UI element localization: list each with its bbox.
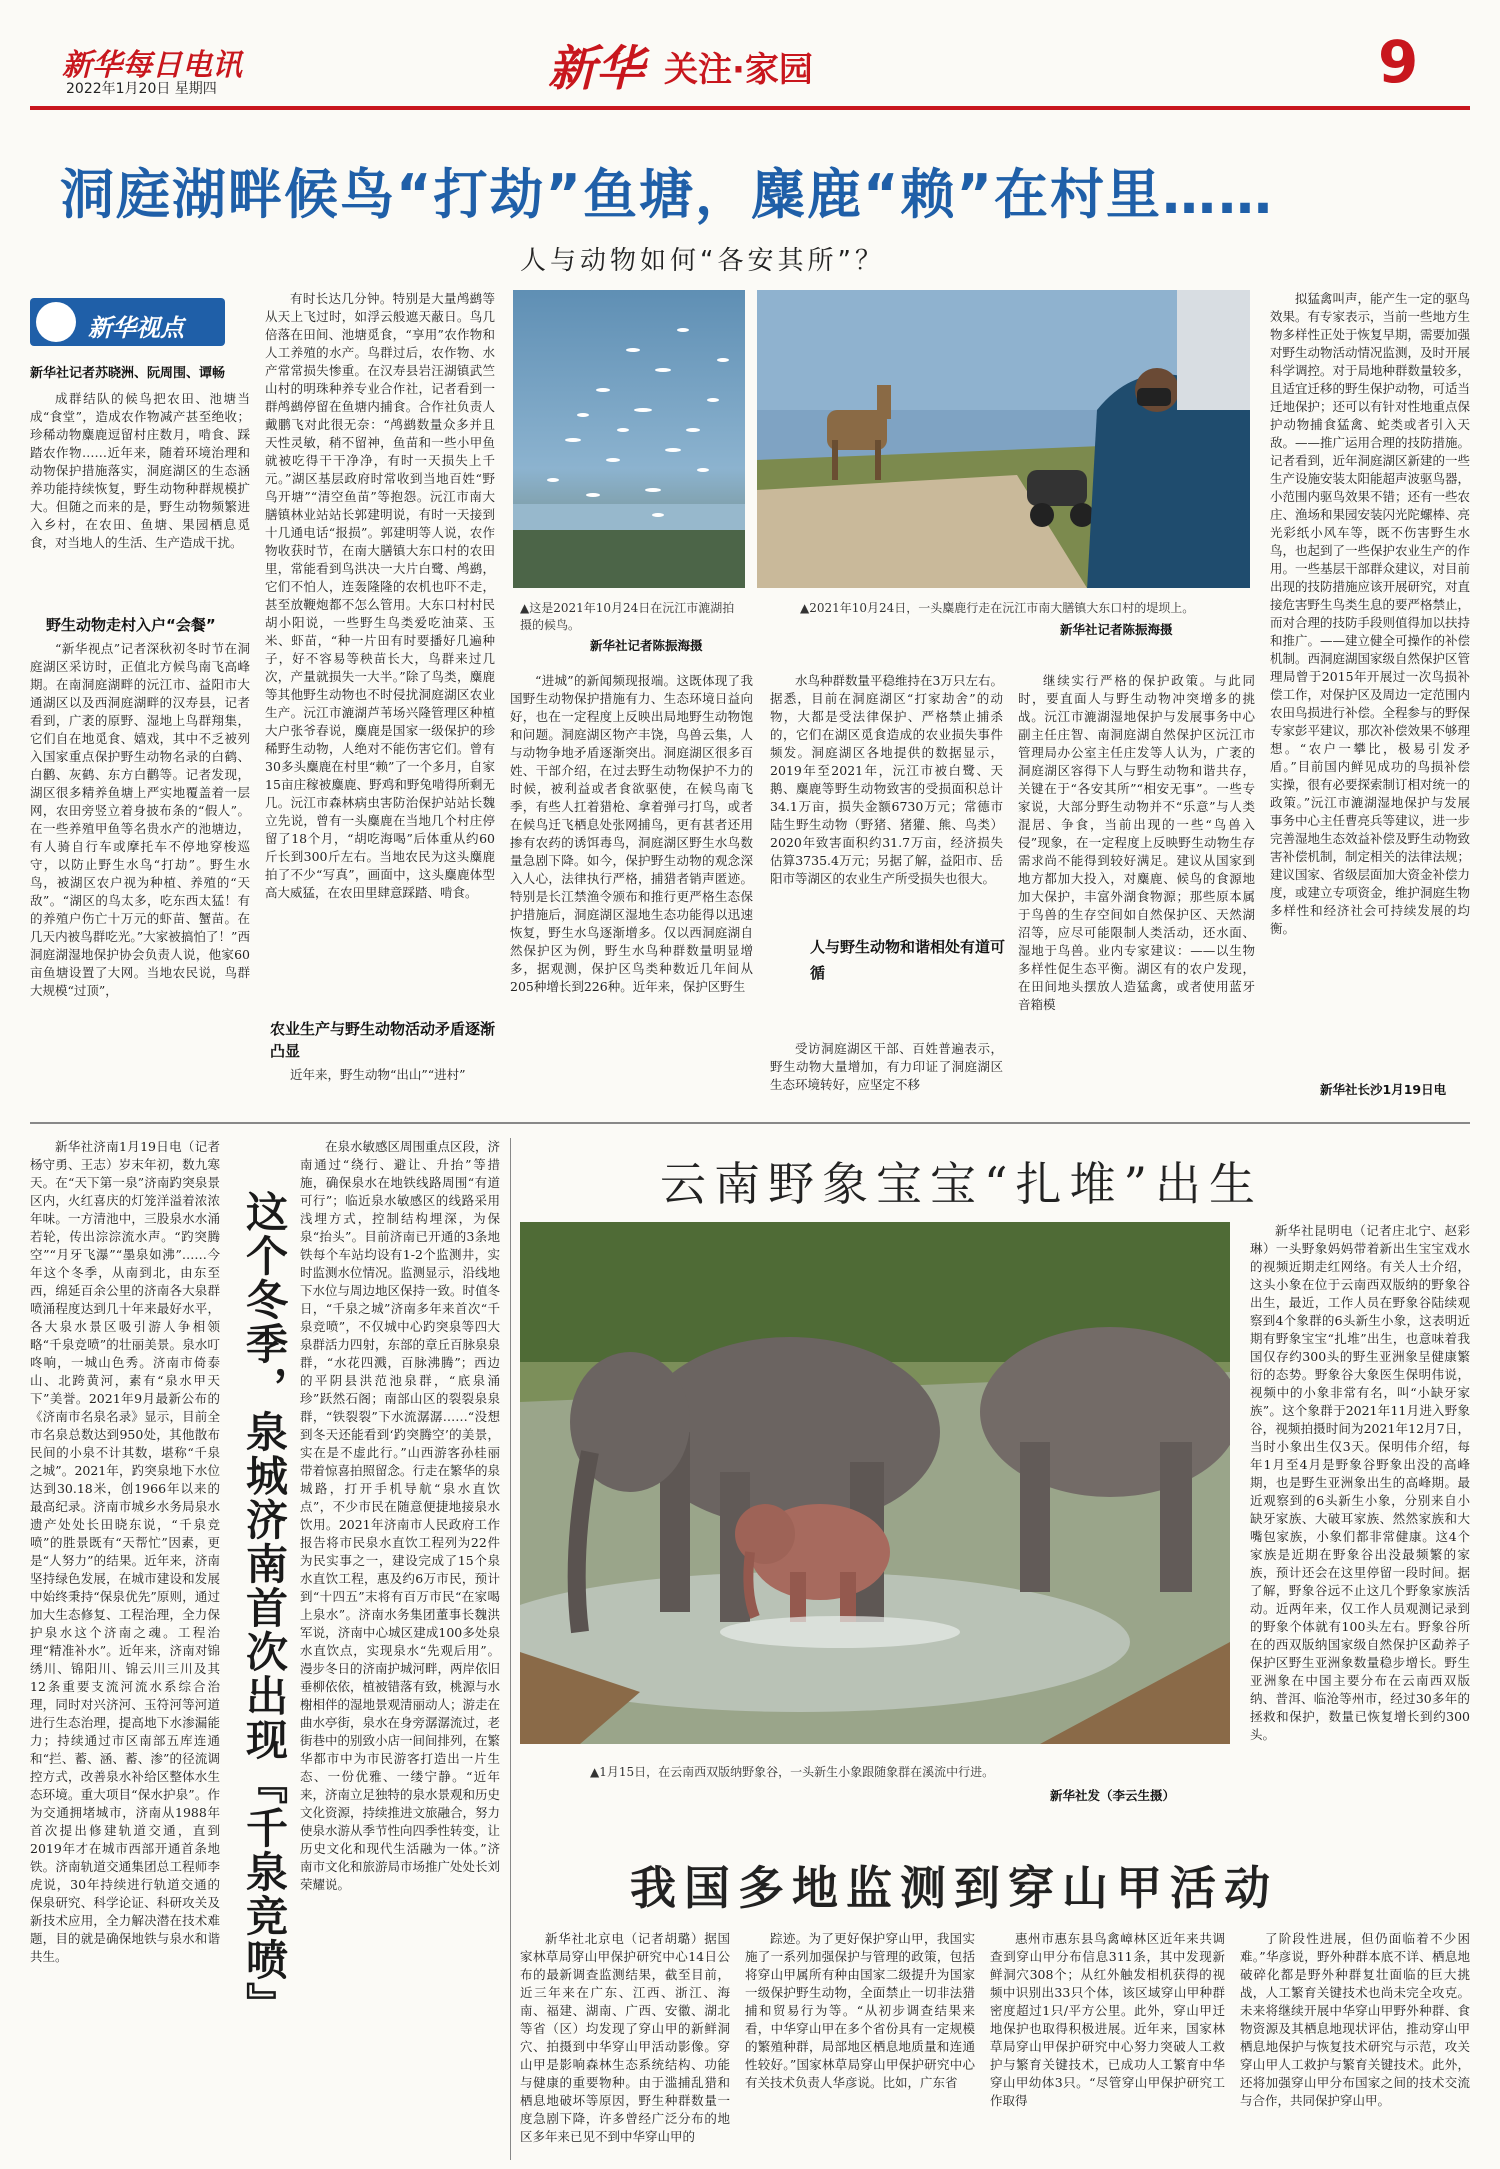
story1-paragraph: 成群结队的候鸟把农田、池塘当成“食堂”，造成农作物减产甚至绝收；珍稀动物麋鹿逗留村庄数月，啃食、踩踏农作物……近年来，随着环境治理和动物保护措施落实，洞庭湖区的生态涵养功能持续恢复，野生动物种群规模扩大。但随之而来的是，野生动物频繁进入乡村，在农田、鱼塘、果园栖息觅食，对当地人的生活、生产造成干扰。 <box>30 391 250 550</box>
badge-label: 新华视点 <box>88 314 184 342</box>
story4-column-2 <box>745 1930 975 2162</box>
story2-paragraph: 在泉水敏感区周围重点区段，济南通过“绕行、避让、升抬”等措施，确保泉水在地铁线路周围“有道可行”；临近泉水敏感区的线路采用浅埋方式，控制结构埋深，为保泉“抬头”。目前济南已开通的3条地铁每个车站均设有1-2个监测井，实时监测水位情况。监测显示，沿线地下水位与周边地区保持一致。时值冬日，“千泉之城”济南多年来首次“千泉竞喷”，不仅城中心趵突泉等四大泉群活力四射，东部的章丘百脉泉泉群，“水花四溅，百脉沸腾”；西边的平阴县洪范池泉群，“底泉涌珍”跃然石阁；南部山区的裂裂泉泉群，“铁裂裂”下水流潺潺……“没想到冬天还能看到‘趵突腾空’的美景，实在是不虚此行。”山西游客孙桂丽带着惊喜拍照留念。行走在繁华的泉城路，打开手机导航“泉水直饮点”，不少市民在随意便捷地接泉水饮用。2021年济南市人民政府工作报告将市民泉水直饮工程列为22件为民实事之一，建设完成了15个泉水直饮工程，惠及约6万市民，预计到“十四五”末将有百万市民“在家喝上泉水”。济南水务集团董事长魏洪军说，济南中心城区建成100多处泉水直饮点，实现泉水“先观后用”。漫步冬日的济南护城河畔，两岸依旧垂柳依依，植被错落有致，桃源与水榭相伴的湿地景观清丽动人；游走在曲水亭街，泉水在身旁潺潺流过，老街巷中的别致小店一间间排列，在繁华都市中为市民游客打造出一片生态、一份优雅、一缕宁静。“近年来，济南立足独特的泉水景观和历史文化资源，持续推进文旅融合，努力使泉水游从季节性向四季性转变，让历史文化和现代生活融为一体。”济南市文化和旅游局市场推广处处长刘荣耀说。 <box>300 1139 500 1892</box>
photo2-caption: ▲2021年10月24日，一头麋鹿行走在沅江市南大膳镇大东口村的堤坝上。 <box>800 601 1195 615</box>
story4-paragraph: 惠州市惠东县鸟禽嶂林区近年来共调查到穿山甲分布信息311条，其中发现新鲜洞穴308个；从红外触发相机获得的视频中识别出33只个体，该区域穿山甲种群密度超过1只/平方公里。此外，穿山甲迁地保护也取得积极进展。近年来，国家林草局穿山甲保护研究中心努力突破人工救护与繁育关键技术，已成功人工繁育中华穿山甲幼体3只。“尽管穿山甲保护研究工作取得 <box>990 1931 1225 2108</box>
story2-paragraph: 新华社济南1月19日电（记者杨守勇、王志）岁末年初，数九寒天。在“天下第一泉”济南趵突泉景区内，火红喜庆的灯笼洋溢着浓浓年味。一方清池中，三股泉水水涌若轮，传出淙淙流水声。“趵突腾空”“月牙飞瀑”“墨泉如沸”……今年这个冬季，从南到北，由东至西，绵延百余公里的济南各大泉群喷涌程度达到几十年来最好水平，各大泉水景区吸引游人争相领略“千泉竞喷”的壮丽美景。泉水叮咚响，一城山色秀。济南市倚泰山、北跨黄河，素有“泉水甲天下”美誉。2021年9月最新公布的《济南市名泉名录》显示，目前全市名泉总数达到950处，其他散布民间的小泉不计其数，堪称“千泉之城”。2021年，趵突泉地下水位达到30.18米，创1966年以来的最高纪录。济南市城乡水务局泉水遗产处处长田晓东说，“千泉竞喷”的胜景既有“天帮忙”因素，更是“人努力”的结果。近年来，济南坚持绿色发展，在城市建设和发展中始终秉持“保泉优先”原则，通过加大生态修复、工程治理，全力保护泉水这个济南之魂。工程治理“精准补水”。近年来，济南对锦绣川、锦阳川、锦云川三川及其12条重要支流河流水系综合治理，同时对兴济河、玉符河等河道进行生态治理，提高地下水渗漏能力；持续通过市区南部五库连通和“拦、蓄、涵、蓄、渗”的径流调控方式，改善泉水补给区整体水生态环境。重大项目“保水护泉”。作为交通拥堵城市，济南从1988年首次提出修建轨道交通，直到2019年才在城市西部开通首条地铁。济南轨道交通集团总工程师李虎说，30年持续进行轨道交通的保泉研究、科学论证、科研攻关及新技术应用，全力解决潜在技术难题，目的就是确保地铁与泉水和谐共生。 <box>30 1139 220 1964</box>
story1-paragraph: “新华视点”记者深秋初冬时节在洞庭湖区采访时，正值北方候鸟南飞高峰期。在南洞庭湖畔的沅江市、益阳市大通湖区以及西洞庭湖畔的汉寿县，记者看到，广袤的原野、湿地上鸟群翔集，它们自在地觅食、嬉戏，其中不乏被列入国家重点保护野生动物名录的白鹤、白鹳、灰鹤、东方白鹳等。记者发现，湖区很多精养鱼塘上严实地覆盖着一层网，农田旁竖立着身披布条的“假人”。在一些养殖甲鱼等名贵水产的池塘边，有人骑自行车或摩托车不停地穿梭巡守，以防止野生水鸟“打劫”。野生水鸟，被湖区农户视为种植、养殖的“天敌”。“湖区的鸟太多，吃东西太猛！有的养殖户伤亡十万元的虾苗、蟹苗。在几天内被鸟群吃光。”大家被搞怕了！”西洞庭湖湿地保护协会负责人说，他家60亩鱼塘设置了大网。当地农民说，鸟群大规模“过顶”， <box>30 641 250 998</box>
story4-paragraph: 新华社北京电（记者胡璐）据国家林草局穿山甲保护研究中心14日公布的最新调查监测结果，截至目前，近三年来在广东、江西、浙江、海南、福建、湖南、广西、安徽、湖北等省（区）均发现了穿山甲的新鲜洞穴、拍摄到中华穿山甲活动影像。穿山甲是影响森林生态系统结构、功能与健康的重要物种。由于滥捕乱猎和栖息地破坏等原因，野生种群数量一度急剧下降，许多曾经广泛分布的地区多年来已见不到中华穿山甲的 <box>520 1931 730 2144</box>
story1-headline: 洞庭湖畔候鸟“打劫”鱼塘，麋鹿“赖”在村里…… <box>60 163 1274 226</box>
story1-paragraph: 继续实行严格的保护政策。与此同时，要直面人与野生动物冲突增多的挑战。沅江市漉湖湿地保护与发展事务中心副主任庄智、南洞庭湖自然保护区沅江市管理局办公室主任庄发等人认为，广袤的洞庭湖区容得下人与野生动物和谐共存，关键在于“各安其所”“相安无事”。一些专家说，大部分野生动物并不“乐意”与人类混居、争食，当前出现的一些“鸟兽入侵”现象，在一定程度上反映野生动物生存需求尚不能得到较好满足。建议从国家到地方都加大投入，对麋鹿、候鸟的食源地加大保护，丰富外湖食物源；那些原本属于鸟兽的生存空间如自然保护区、天然湖沼等，应尽可能限制人类活动，还水面、湿地于鸟兽。业内专家建议：——以生物多样性促生态平衡。湖区有的农户发现，在田间地头摆放人造猛禽，或者使用蓝牙音箱模 <box>1018 673 1255 1012</box>
story1-byline: 新华社记者苏晓洲、阮周围、谭畅 <box>30 366 226 381</box>
birds-photo-graphic <box>513 290 745 588</box>
story1-column-6 <box>1270 290 1470 1076</box>
story1-column-5 <box>1018 672 1255 1112</box>
elephant-photo-graphic <box>520 1222 1230 1744</box>
story1-paragraph: 受访洞庭湖区干部、百姓普遍表示，野生动物大量增加，有力印证了洞庭湖区生态环境转好，应坚定不移 <box>770 1041 1003 1092</box>
camera-icon <box>36 302 76 342</box>
elk-photo-graphic <box>757 290 1250 588</box>
story4-column-4 <box>1240 1930 1470 2162</box>
story3-paragraph: 新华社昆明电（记者庄北宁、赵彩琳）一头野象妈妈带着新出生宝宝戏水的视频近期走红网络。有关人士介绍，这头小象在位于云南西双版纳的野象谷出生，最近，工作人员在野象谷陆续观察到4个象群的6头新生小象，这表明近期有野象宝宝“扎堆”出生，也意味着我国仅存约300头的野生亚洲象呈健康繁衍的态势。野象谷大象医生保明伟说，视频中的小象非常有名，叫“小缺牙家族”。这个象群于2021年11月进入野象谷，视频拍摄时间为2021年12月7日，当时小象出生仅3天。保明伟介绍，每年1月至4月是野象谷野象出没的高峰期，也是野生亚洲象出生的高峰期。最近观察到的6头新生小象，分别来自小缺牙家族、大破耳家族、然然家族和大嘴包家族，小象们都非常健康。这4个家族是近期在野象谷出没最频繁的家族，预计还会在这里停留一段时间。据了解，野象谷远不止这几个野象家族活动。近两年来，仅工作人员观测记录到的野象个体就有100头左右。野象谷所在的西双版纳国家级自然保护区勐养子保护区野生亚洲象数量稳步增长。野生亚洲象在中国主要分布在云南西双版纳、普洱、临沧等州市，经过30多年的拯救和保护，数量已恢复增长到约300头。 <box>1250 1223 1470 1742</box>
story1-column-3 <box>510 672 753 1112</box>
story1-subheadline: 人与动物如何“各安其所”？ <box>520 246 885 276</box>
story1-column-1 <box>30 390 250 610</box>
story1-paragraph: “进城”的新闻频现报端。这既体现了我国野生动物保护措施有力、生态环境日益向好，也在一定程度上反映出局地野生动物饱和问题。洞庭湖区物产丰饶，鸟兽云集，人与动物争地矛盾逐渐突出。洞庭湖区很多百姓、干部介绍，在过去野生动物保护不力的时候，被利益或者食欲驱使，在候鸟南飞季，有些人扛着猎枪、拿着弹弓打鸟，或者在候鸟迁飞栖息处张网捕鸟，更有甚者还用掺有农药的诱饵毒鸟，洞庭湖区野生水鸟数量急剧下降。如今，保护野生动物的观念深入人心，法律执行严格，捕猎者销声匿迹。特别是长江禁渔令颁布和推行更严格生态保护措施后，洞庭湖区湿地生态功能得以迅速恢复，野生水鸟逐渐增多。仅以西洞庭湖自然保护区为例，野生水鸟种群数量明显增多，据观测，保护区鸟类种数近几年间从205种增长到226种。近年来，保护区野生 <box>510 673 753 994</box>
story1-subhead-1: 野生动物走村入户“会餐” <box>46 616 216 634</box>
column-divider <box>510 1138 511 2160</box>
photo-elk-on-dike <box>757 290 1250 588</box>
section-name: 关注·家园 <box>664 50 813 90</box>
story3-headline: 云南野象宝宝“扎堆”出生 <box>660 1157 1264 1211</box>
issue-date: 2022年1月20日 星期四 <box>66 81 217 97</box>
photo2-credit: 新华社记者陈振海摄 <box>1060 622 1173 637</box>
page-number: 9 <box>1378 28 1419 96</box>
story1-paragraph: 拟猛禽叫声，能产生一定的驱鸟效果。有专家表示，当前一些地方生物多样性正处于恢复早期，需要加强对野生动物活动情况监测，及时开展科学调控。对于局地种群数量较多，且适宜迁移的野生保护动物，可适当迁地保护；还可以有针对性地重点保护动物捕食猛禽、蛇类或者引入天敌。——推广运用合理的技防措施。记者看到，近年洞庭湖区新建的一些生产设施安装太阳能超声波驱鸟器，小范围内驱鸟效果不错；还有一些农庄、渔场和果园安装闪光陀螺棒、亮光彩纸小风车等，既不伤害野生水鸟，也起到了一些保护农业生产的作用。一些基层干部群众建议，对目前出现的技防措施应该开展研究，对直接危害野生鸟类生息的要严格禁止，而对合理的技防手段则值得加以扶持和推广。——建立健全可操作的补偿机制。西洞庭湖国家级自然保护区管理局曾于2015年开展过一次鸟损补偿工作，对保护区及周边一定范围内农田鸟损进行补偿。全程参与的野保专家彭平建议，那次补偿效果不够理想。“农户一攀比，极易引发矛盾。”目前国内鲜见成功的鸟损补偿实操，很有必要探索制订相对统一的政策。”沅江市漉湖湿地保护与发展事务中心主任曹亮兵等建议，进一步完善湿地生态效益补偿及野生动物致害补偿机制，制定相关的法律法规；建议国家、省级层面加大资金补偿力度，或建立专项资金，维护洞庭生物多样性和经济社会可持续发展的均衡。 <box>1270 291 1470 936</box>
photo1-caption: ▲这是2021年10月24日在沅江市漉湖拍摄的候鸟。 <box>520 601 735 632</box>
story2-column-1 <box>30 1138 220 2160</box>
story1-dateline: 新华社长沙1月19日电 <box>1320 1082 1447 1097</box>
story4-paragraph: 了阶段性进展，但仍面临着不少困难。”华彦说，野外种群本底不详、栖息地破碎化都是野外种群复壮面临的巨大挑战，人工繁育关键技术也尚未完全攻克。未来将继续开展中华穿山甲野外种群、食物资源及其栖息地现状评估，推动穿山甲栖息地保护与恢复技术研究与示范，攻关穿山甲人工救护与繁育关键技术。此外，还将加强穿山甲分布国家之间的技术交流与合作，共同保护穿山甲。 <box>1240 1931 1470 2108</box>
story1-paragraph: 水鸟种群数量平稳维持在3万只左右。据悉，目前在洞庭湖区“打家劫舍”的动物，大都是受法律保护、严格禁止捕杀的，它们在湖区觅食造成的农业损失事件频发。洞庭湖区各地提供的数据显示，2019年至2021年，沅江市被白鹭、天鹅、麋鹿等野生动物致害的受损面积总计34.1万亩，损失金额6730万元；常德市陆生野生动物（野猪、猪獾、熊、鸟类）2020年致害面积约31.7万亩，经济损失估算3735.4万元；另据了解，益阳市、岳阳市等湖区的农业生产所受损失也很大。 <box>770 673 1003 886</box>
story4-column-3 <box>990 1930 1225 2162</box>
section-divider <box>30 1122 1470 1124</box>
xinhua-logo: 新华 <box>548 41 645 97</box>
photo1-credit: 新华社记者陈振海摄 <box>590 638 703 653</box>
story1-subhead-2: 农业生产与野生动物活动矛盾逐渐凸显 <box>270 1020 496 1060</box>
story4-paragraph: 踪迹。为了更好保护穿山甲，我国实施了一系列加强保护与管理的政策，包括将穿山甲属所有种由国家二级提升为国家一级保护野生动物，全面禁止一切非法猎捕和贸易行为等。“从初步调查结果来看，中华穿山甲在多个省份具有一定规模的繁殖种群，局部地区栖息地质量和连通性较好。”国家林草局穿山甲保护研究中心有关技术负责人华彦说。比如，广东省 <box>745 1931 975 2090</box>
story1-column-1b <box>30 640 250 1120</box>
masthead-rule <box>30 106 1470 110</box>
photo-migratory-birds <box>513 290 745 588</box>
story1-column-4b <box>770 1040 1003 1110</box>
xinhua-viewpoint-badge <box>30 298 225 346</box>
story4-column-1 <box>520 1930 730 2162</box>
story2-vertical-headline: 这个冬季，泉城济南首次出现『千泉竞喷』 <box>240 1190 289 2026</box>
story1-subhead-3: 人与野生动物和谐相处有道可循 <box>810 938 1006 982</box>
story1-column-2b <box>265 1066 495 1102</box>
story4-headline: 我国多地监测到穿山甲活动 <box>630 1861 1278 1915</box>
story3-body <box>1250 1222 1470 1810</box>
masthead <box>0 0 1500 100</box>
newspaper-brand: 新华每日电讯 <box>62 48 242 83</box>
story1-column-2 <box>265 290 495 1012</box>
story3-photo-credit: 新华社发（李云生摄） <box>1050 1788 1176 1803</box>
story1-paragraph: 近年来，野生动物“出山”“进村” <box>290 1067 466 1082</box>
story2-column-2 <box>300 1138 500 2160</box>
story1-paragraph: 有时长达几分钟。特别是大量鸬鹚等从天上飞过时，如浮云般遮天蔽日。鸟几倍落在田间、池塘觅食，“享用”农作物和人工养殖的水产。鸟群过后，农作物、水产常常损失惨重。在汉寿县岩汪湖镇武竺山村的明珠种养专业合作社，记者看到一群鸬鹚停留在鱼塘内捕食。合作社负责人戴鹏飞对此很无奈：“鸬鹚数量众多并且天性灵敏，稍不留神，鱼苗和一些小甲鱼就被吃得干干净净，有时一天损失上千元。”湖区基层政府时常收到当地百姓“野鸟开塘”“清空鱼苗”等抱怨。沅江市南大膳镇林业站站长郭建明说，有时一天接到十几通电话“报损”。郭建明等人说，农作物收获时节，在南大膳镇大东口村的农田里，常能看到鸟洪决一大片白鹭、鸬鹚，它们不怕人，连轰隆隆的农机也吓不走，甚至放鞭炮都不怎么管用。大东口村村民胡小阳说，一些野生鸟类爱吃油菜、玉米、虾苗，“种一片田有时要播好几遍种子，好不容易等秧苗长大，鸟群来过几次，产量就损失一大半。”除了鸟类，麋鹿等其他野生动物也不时侵扰洞庭湖区农业生产。沅江市漉湖芦苇场兴隆管理区种植大户张爷春说，麋鹿是国家一级保护的珍稀野生动物，人绝对不能伤害它们。曾有30多头麋鹿在村里“赖”了一个多月，自家15亩庄稼被麋鹿、野鸡和野兔啃得所剩无几。沅江市森林病虫害防治保护站站长魏立先说，曾有一头麋鹿在当地几个村庄停留了18个月，“胡吃海喝”后体重从约60斤长到300斤左右。当地农民为这头麋鹿拍了不少“写真”，画面中，这头麋鹿体型高大威猛，在农田里肆意踩踏、啃食。 <box>265 291 495 900</box>
story1-column-4 <box>770 672 1003 920</box>
photo-baby-elephant <box>520 1222 1230 1744</box>
story3-photo-caption: ▲1月15日，在云南西双版纳野象谷，一头新生小象跟随象群在溪流中行进。 <box>590 1765 995 1779</box>
